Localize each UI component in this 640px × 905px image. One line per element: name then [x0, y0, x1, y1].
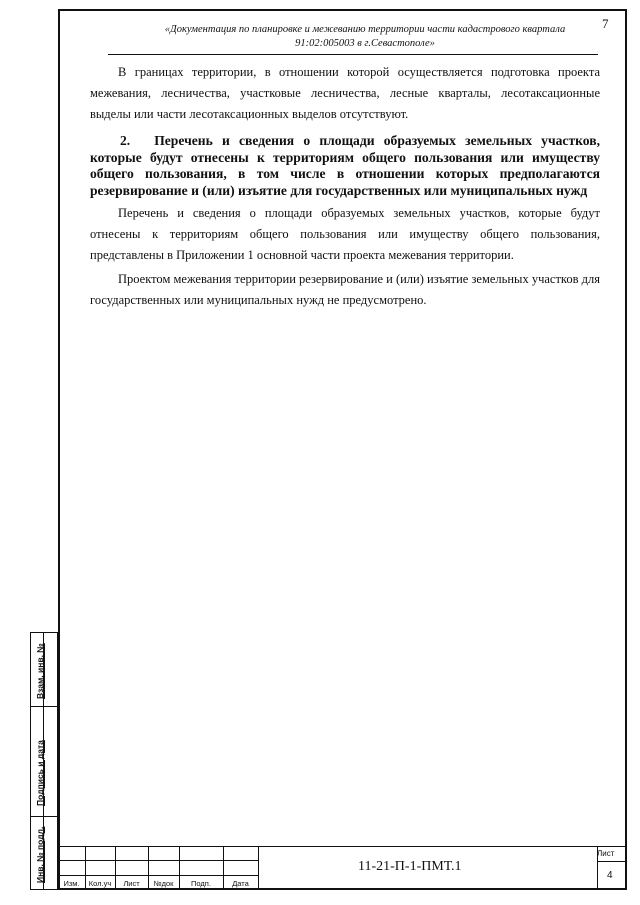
side-label-replaced-inv: Взам. инв. №	[35, 643, 45, 699]
page-number: 7	[602, 16, 609, 31]
sheet-number: 4	[607, 870, 613, 881]
col-doc-number: №док	[153, 879, 174, 888]
col-change: Изм.	[63, 879, 80, 888]
header-line-1: «Документация по планировке и межеванию территории части кадастрового квартала	[164, 24, 566, 35]
title-block	[58, 846, 627, 890]
document-body	[90, 62, 600, 311]
col-date: Дата	[232, 879, 249, 888]
section-heading	[90, 133, 600, 199]
side-label-signature-date: Подпись и дата	[35, 740, 45, 806]
col-signature: Подп.	[191, 879, 211, 888]
header-line-2: 91:02:005003 в г.Севастополе»	[295, 38, 435, 49]
side-stamp	[30, 632, 58, 890]
sheet-label: Лист	[597, 849, 615, 858]
paragraph-forestry: В границах территории, в отношении которой осуществляется подготовка проекта межевания, лесничества, участковые лесничества, лесные кварталы, лесотаксационные выделы или части лесотаксационных выделов отсутствуют.	[90, 65, 600, 121]
section-number: 2.	[120, 133, 131, 148]
section-title: Перечень и сведения о площади образуемых земельных участков, которые будут отнесены к территориям общего пользования или имуществу общего пользования, в том числе в отношении которых предполагаются резервирование и (или) изъятие для государственных или муниципальных нужд	[90, 133, 600, 198]
header-divider	[108, 54, 598, 55]
side-label-original-inv: Инв. № подл.	[35, 826, 45, 883]
document-header	[150, 23, 580, 51]
col-sheet: Лист	[123, 879, 140, 888]
document-code: 11-21-П-1-ПМТ.1	[358, 859, 462, 874]
col-count: Кол.уч	[88, 879, 112, 888]
paragraph-reservation: Проектом межевания территории резервирование и (или) изъятие земельных участков для государственных или муниципальных нужд не предусмотрено.	[90, 272, 600, 307]
paragraph-list-reference: Перечень и сведения о площади образуемых земельных участков, которые будут отнесены к территориям общего пользования или имуществу общего пользования, представлены в Приложении 1 основной части проекта межевания территории.	[90, 206, 600, 262]
